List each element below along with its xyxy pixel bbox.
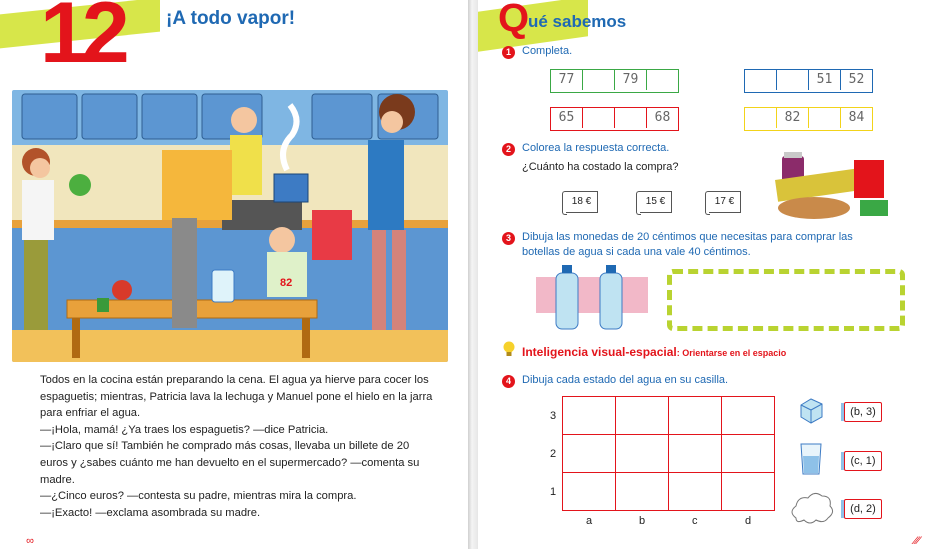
chapter-number: 12 <box>40 0 124 81</box>
coordinate-label: (c, 1) <box>844 451 882 471</box>
steam-cloud-icon <box>788 492 836 528</box>
sequence-cell-blank[interactable] <box>583 108 615 128</box>
sequence-red[interactable] <box>550 107 679 131</box>
sequence-cell: 77 <box>551 70 583 90</box>
price-option[interactable]: 17 € <box>709 191 741 213</box>
grid-cell[interactable] <box>616 435 669 473</box>
grid-col-label: d <box>745 515 752 527</box>
grid-col-label: a <box>586 515 593 527</box>
story-paragraph: —¡Hola, mamá! ¿Ya traes los espaguetis? —dice Patricia. <box>40 423 329 436</box>
grid-row-label: 3 <box>550 410 557 422</box>
question-3-text-line1: Dibuja las monedas de 20 céntimos que necesitas para comprar las <box>522 231 853 243</box>
question-number: 2 <box>502 143 515 156</box>
page-corner-mark: ⁄⁄⁄ <box>914 535 920 547</box>
grid-col-label: c <box>692 515 698 527</box>
grid-cell[interactable] <box>563 473 616 511</box>
grid-cell[interactable] <box>669 397 722 435</box>
grid-row-label: 2 <box>550 448 557 460</box>
sequence-cell-blank[interactable] <box>745 108 777 128</box>
grid-row-label: 1 <box>550 486 557 498</box>
grid-cell[interactable] <box>616 397 669 435</box>
page-corner-mark: ∞ <box>26 535 34 547</box>
grid-col-label: b <box>639 515 646 527</box>
sequence-cell: 52 <box>848 72 865 87</box>
question-4-text: Dibuja cada estado del agua en su casilla. <box>522 374 729 386</box>
sequence-cell-blank[interactable] <box>777 70 809 90</box>
skill-title: Inteligencia visual-espacial <box>522 345 677 359</box>
grid-cell[interactable] <box>722 473 775 511</box>
book-spine <box>468 0 478 549</box>
left-page <box>0 0 468 549</box>
sequence-yellow[interactable] <box>744 107 873 131</box>
sequence-cell: 82 <box>777 108 809 128</box>
water-bottles-illustration <box>536 263 648 331</box>
question-3-text-line2: botellas de agua si cada una vale 40 céntimos. <box>522 246 751 258</box>
price-option[interactable]: 15 € <box>640 191 672 213</box>
water-glass-icon <box>798 442 824 476</box>
question-number: 4 <box>502 375 515 388</box>
chapter-title: ¡A todo vapor! <box>166 8 296 29</box>
sequence-blue[interactable] <box>744 69 873 93</box>
story-paragraph: —¿Cinco euros? —contesta su padre, mientras mira la compra. <box>40 490 357 503</box>
grid-cell[interactable] <box>563 397 616 435</box>
sequence-cell: 68 <box>654 110 671 125</box>
story-text <box>40 372 440 521</box>
sequence-cell-blank[interactable] <box>647 70 678 90</box>
groceries-illustration <box>768 150 898 226</box>
sequence-cell-blank[interactable] <box>583 70 615 90</box>
skill-subtitle: : Orientarse en el espacio <box>676 348 787 358</box>
page-title: ué sabemos <box>528 12 627 31</box>
grid-cell[interactable] <box>722 435 775 473</box>
sequence-cell: 84 <box>848 110 865 125</box>
ice-cube-icon <box>796 395 826 425</box>
sequence-cell-blank[interactable] <box>615 108 647 128</box>
price-option[interactable]: 18 € <box>566 191 598 213</box>
grid-cell[interactable] <box>669 435 722 473</box>
grid-cell[interactable] <box>722 397 775 435</box>
sequence-cell: 65 <box>551 108 583 128</box>
question-number: 1 <box>502 46 515 59</box>
sequence-cell-blank[interactable] <box>745 70 777 90</box>
coins-answer-box[interactable] <box>667 269 905 331</box>
sequence-green[interactable] <box>550 69 679 93</box>
question-2-prompt: ¿Cuánto ha costado la compra? <box>522 161 679 173</box>
story-paragraph: Todos en la cocina están preparando la cena. El agua ya hierve para cocer los espaguetis; mientras, Patricia lava la lechuga y Manuel pone el hielo en la jarra para enfriar el agua. <box>40 374 433 420</box>
coordinate-grid <box>562 396 775 511</box>
lightbulb-icon <box>502 341 516 357</box>
question-2-text: Colorea la respuesta correcta. <box>522 142 670 154</box>
boy-shirt-number: 82 <box>280 277 293 289</box>
right-page <box>478 0 944 549</box>
sequence-cell: 51 <box>809 70 841 90</box>
grid-cell[interactable] <box>563 435 616 473</box>
sequence-cell: 79 <box>615 70 647 90</box>
title-initial: Q <box>498 0 530 40</box>
question-number: 3 <box>502 232 515 245</box>
sequence-cell-blank[interactable] <box>809 108 841 128</box>
skill-heading <box>522 345 786 359</box>
question-1-text: Completa. <box>522 45 573 57</box>
story-paragraph: —¡Exacto! —exclama asombrada su madre. <box>40 506 261 519</box>
kitchen-illustration <box>12 90 448 362</box>
story-paragraph: —¡Claro que sí! También he comprado más cosas, llevaba un billete de 20 euros y ¿sabes cuánto me han devuelto en el supermercado? —comenta su madre. <box>40 440 420 486</box>
coordinate-label: (d, 2) <box>844 499 882 519</box>
grid-cell[interactable] <box>669 473 722 511</box>
grid-cell[interactable] <box>616 473 669 511</box>
coordinate-label: (b, 3) <box>844 402 882 422</box>
